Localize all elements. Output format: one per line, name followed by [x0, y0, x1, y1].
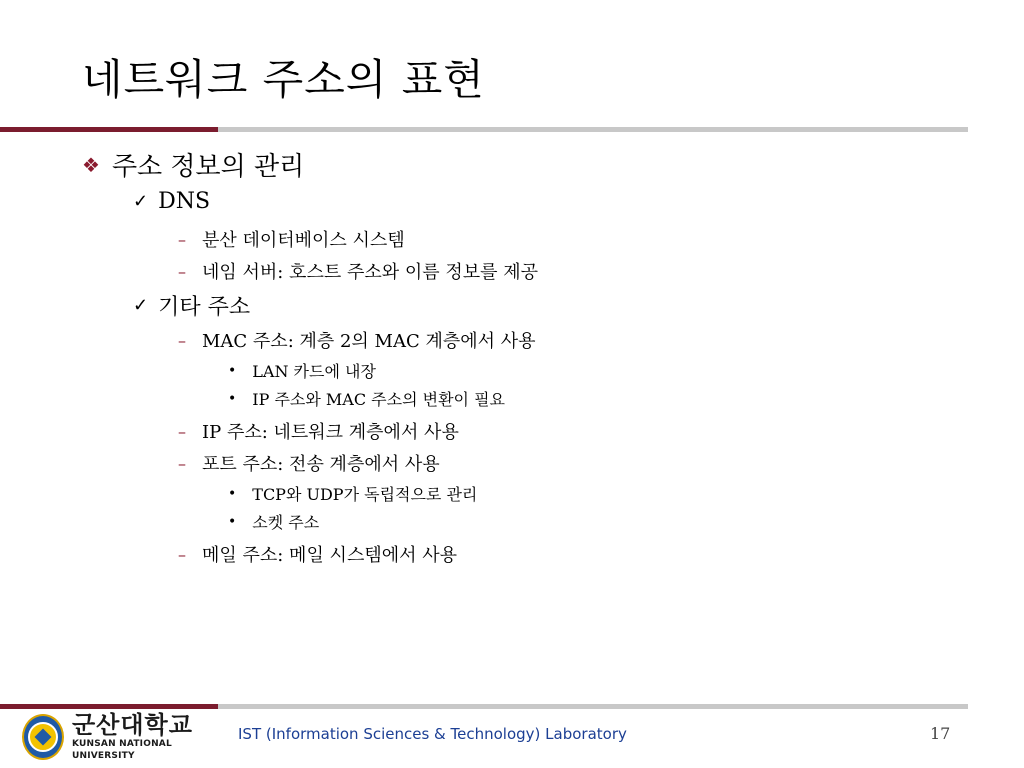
- logo-korean-name: 군산대학교: [71, 711, 193, 739]
- slide-title: 네트워크 주소의 표현: [82, 55, 485, 104]
- lab-name: IST (Information Sciences & Technology) Laboratory: [238, 725, 627, 743]
- bullet-level3: [178, 418, 459, 444]
- bullet-level2: [133, 189, 210, 214]
- bullet-level3: [178, 541, 457, 567]
- dash-bullet-icon: –: [178, 261, 186, 281]
- check-bullet-icon: ✓: [133, 191, 149, 212]
- university-seal-icon: [22, 714, 64, 760]
- dash-bullet-icon: –: [178, 330, 186, 350]
- bullet-level4: [228, 387, 505, 410]
- bullet-text: LAN 카드에 내장: [252, 362, 376, 381]
- dot-bullet-icon: •: [228, 362, 237, 379]
- bullet-level2: [133, 290, 250, 321]
- bullet-text: 주소 정보의 관리: [111, 152, 305, 182]
- bullet-level4: [228, 482, 477, 505]
- bullet-text: IP 주소: 네트워크 계층에서 사용: [202, 422, 459, 443]
- dash-bullet-icon: –: [178, 229, 186, 249]
- bullet-text: 소켓 주소: [252, 513, 320, 532]
- bullet-level4: [228, 510, 319, 533]
- university-logo: [22, 710, 222, 764]
- dash-bullet-icon: –: [178, 421, 186, 441]
- footer-divider: [218, 704, 968, 709]
- bullet-level4: [228, 359, 376, 382]
- bullet-text: 네임 서버: 호스트 주소와 이름 정보를 제공: [202, 262, 538, 283]
- bullet-text: 포트 주소: 전송 계층에서 사용: [202, 454, 440, 475]
- dot-bullet-icon: •: [228, 485, 237, 502]
- diamond-bullet-icon: ❖: [82, 152, 100, 177]
- logo-english-name: KUNSAN NATIONAL UNIVERSITY: [71, 739, 172, 761]
- logo-text: [72, 712, 222, 762]
- bullet-level1: [82, 146, 304, 183]
- bullet-level3: [178, 258, 538, 284]
- bullet-level3: [178, 450, 440, 476]
- bullet-level3: [178, 226, 405, 252]
- dash-bullet-icon: –: [178, 453, 186, 473]
- dash-bullet-icon: –: [178, 544, 186, 564]
- bullet-text: IP 주소와 MAC 주소의 변환이 필요: [252, 390, 505, 409]
- bullet-text: 분산 데이터베이스 시스템: [202, 230, 405, 251]
- bullet-text: 메일 주소: 메일 시스템에서 사용: [202, 545, 457, 566]
- dot-bullet-icon: •: [228, 513, 237, 530]
- footer-divider-accent: [0, 704, 218, 709]
- dot-bullet-icon: •: [228, 390, 237, 407]
- page-number: 17: [930, 724, 951, 743]
- bullet-text: DNS: [158, 189, 211, 214]
- bullet-text: 기타 주소: [158, 295, 251, 320]
- bullet-level3: [178, 327, 536, 353]
- bullet-text: MAC 주소: 계층 2의 MAC 계층에서 사용: [202, 331, 536, 352]
- check-bullet-icon: ✓: [133, 295, 149, 316]
- bullet-text: TCP와 UDP가 독립적으로 관리: [252, 485, 478, 504]
